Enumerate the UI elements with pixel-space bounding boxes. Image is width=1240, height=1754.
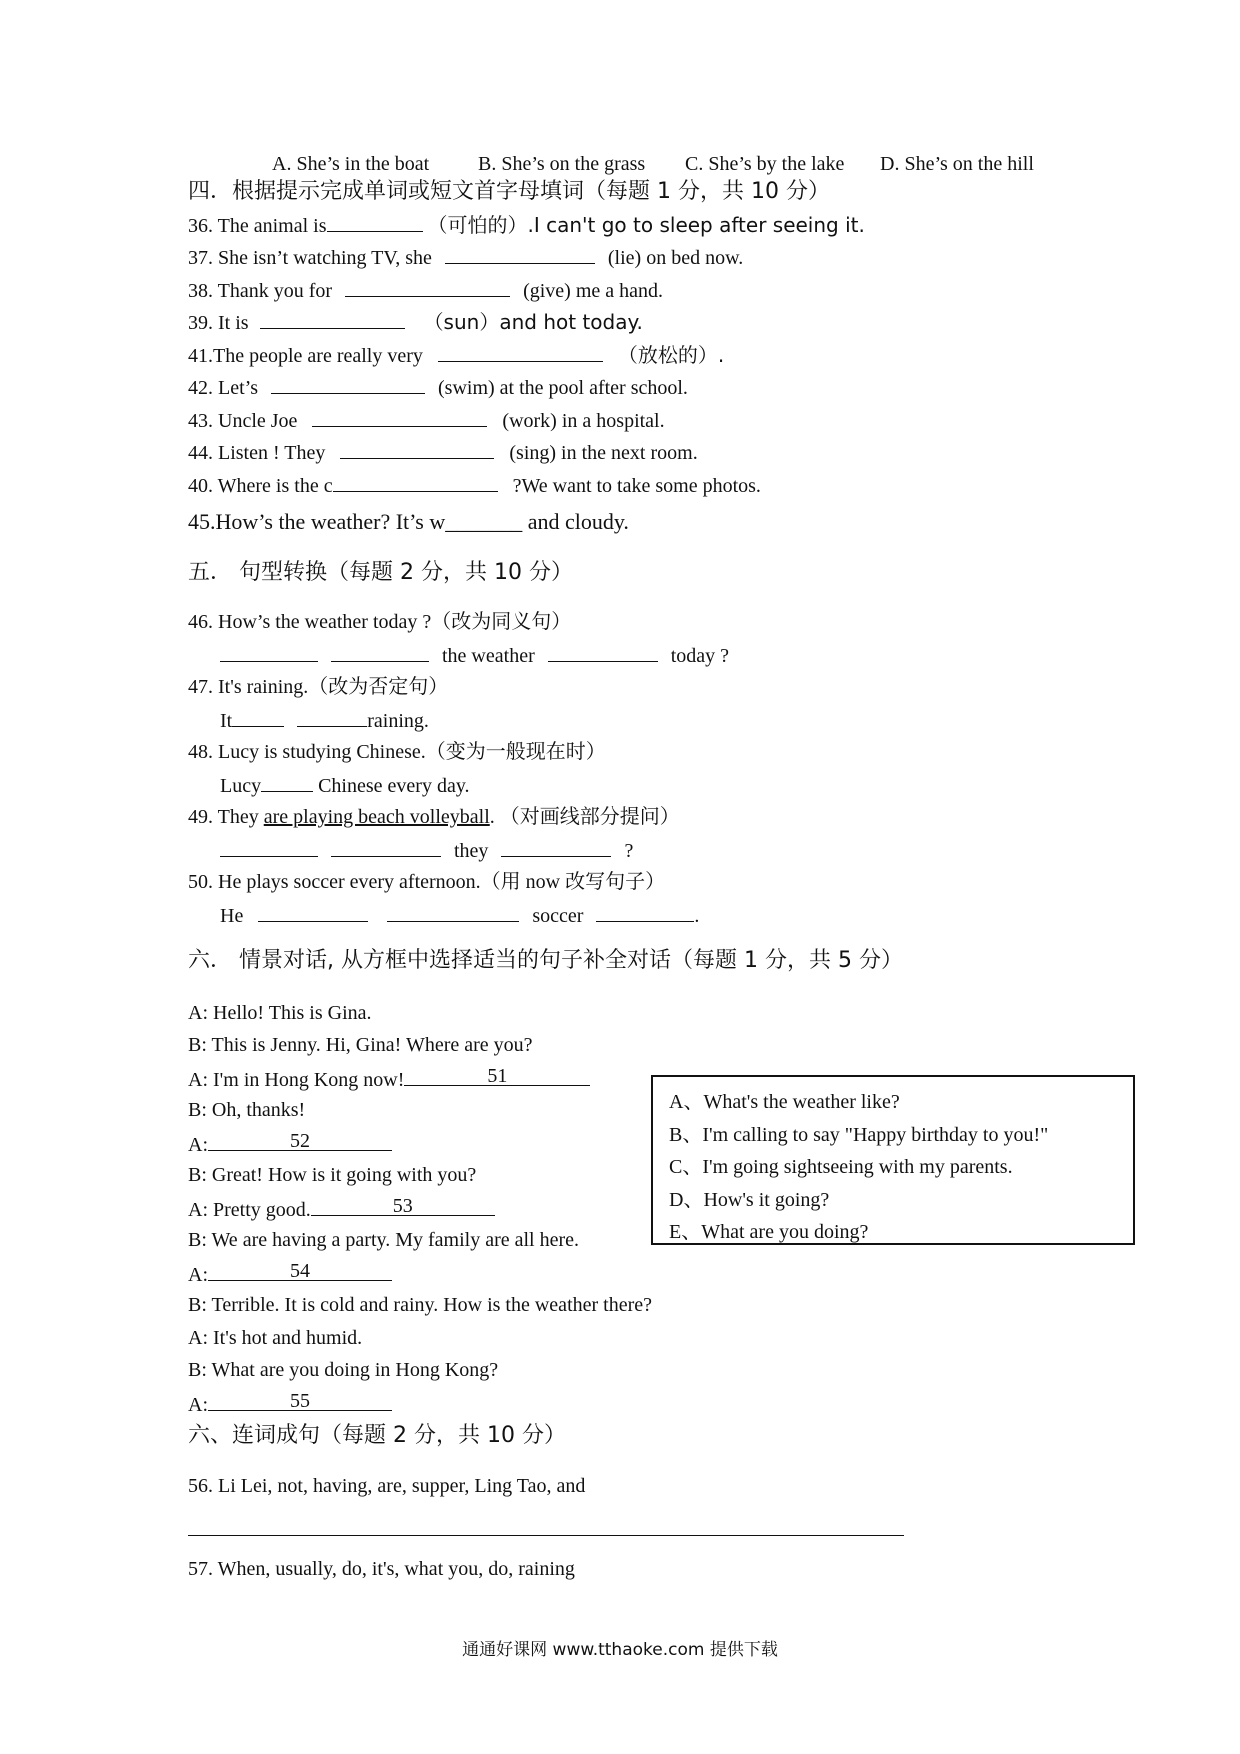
dialog-line-8: B: We are having a party. My family are all here. (188, 1229, 580, 1251)
blank-52 (208, 1130, 392, 1151)
q46-blank-1 (220, 641, 318, 662)
dialog-line-12: B: What are you doing in Hong Kong? (188, 1359, 499, 1381)
q36-blank (327, 211, 423, 232)
blank-51-number: 51 (487, 1065, 508, 1087)
q44-hint: (sing) in the next room. (509, 442, 698, 464)
blank-55 (208, 1390, 392, 1411)
dialog-line-4: B: Oh, thanks! (188, 1099, 306, 1121)
q50-blank-1 (258, 901, 368, 922)
q41-blank (438, 341, 603, 362)
q48-pre: Lucy (220, 775, 262, 797)
q38-text: 38. Thank you for (188, 280, 333, 302)
q56-answer-line (188, 1535, 904, 1536)
q46-prompt: 46. How’s the weather today ?（改为同义句） (188, 611, 572, 633)
q46-end: today ? (670, 645, 730, 667)
q49-end: ? (624, 840, 634, 862)
dialog-line-7 (188, 1195, 495, 1223)
q50-pre: He (220, 905, 244, 927)
q50-prompt: 50. He plays soccer every afternoon.（用 now 改写句子） (188, 871, 666, 893)
section4-heading: 四．根据提示完成单词或短文首字母填词（每题 1 分，共 10 分） (188, 179, 830, 204)
q47-prompt: 47. It's raining.（改为否定句） (188, 676, 449, 698)
option-a: A. She’s in the boat (272, 153, 430, 175)
q43-hint: (work) in a hospital. (502, 410, 665, 432)
q38-hint: (give) me a hand. (523, 280, 664, 302)
q40 (188, 471, 761, 499)
dialog-line-6: B: Great! How is it going with you? (188, 1164, 477, 1186)
dialog-line-9-text: A: (188, 1264, 208, 1286)
q49-prompt (188, 804, 680, 830)
options-box (651, 1075, 1135, 1245)
blank-53-number: 53 (392, 1195, 413, 1217)
q50-answer (220, 901, 699, 929)
q42-blank (271, 373, 425, 394)
q40-blank (333, 471, 498, 492)
q49-blank-1 (220, 836, 318, 857)
section6-heading: 六． 情景对话, 从方框中选择适当的句子补全对话（每题 1 分，共 5 分） (188, 948, 903, 973)
q45-blank: _______ (445, 509, 523, 534)
dialog-line-11: A: It's hot and humid. (188, 1327, 363, 1349)
section5-heading: 五． 句型转换（每题 2 分，共 10 分） (188, 560, 573, 585)
q45-text: 45.How’s the weather? It’s w (188, 509, 446, 534)
q49-answer (220, 836, 633, 864)
q46-blank-3 (548, 641, 658, 662)
q47-pre: It (220, 710, 233, 732)
q40-hint: ?We want to take some photos. (512, 475, 761, 497)
section7-heading: 六、连词成句（每题 2 分，共 10 分） (188, 1423, 566, 1448)
q43-text: 43. Uncle Joe (188, 410, 298, 432)
q48-end: Chinese every day. (318, 775, 470, 797)
dialog-line-7-text: A: Pretty good. (188, 1199, 311, 1221)
dialog-line-5-text: A: (188, 1134, 208, 1156)
q50-mid: soccer (532, 905, 584, 927)
q44-text: 44. Listen ! They (188, 442, 326, 464)
footer: 通通好课网 www.tthaoke.com 提供下载 (462, 1640, 778, 1660)
q48-prompt: 48. Lucy is studying Chinese.（变为一般现在时） (188, 741, 606, 763)
q36-hint: （可怕的）.I can't go to sleep after seeing it. (427, 213, 865, 237)
q50-end: . (694, 905, 700, 927)
q39 (188, 308, 643, 336)
dialog-line-9 (188, 1260, 392, 1288)
q47-end: raining. (367, 710, 429, 732)
q42-text: 42. Let’s (188, 377, 258, 399)
q37-blank (445, 243, 595, 264)
dialog-line-3-text: A: I'm in Hong Kong now! (188, 1069, 405, 1091)
dialog-line-13-text: A: (188, 1394, 208, 1416)
q48-answer (220, 771, 470, 799)
q41-hint: （放松的）. (617, 343, 725, 367)
dialog-line-3 (188, 1065, 590, 1093)
q39-blank (260, 308, 405, 329)
q44 (188, 438, 698, 466)
q40-text: 40. Where is the c (188, 475, 333, 497)
q49-post: . （对画线部分提问） (489, 806, 680, 828)
q45-tail: and cloudy. (527, 509, 629, 534)
q49-blank-3 (501, 836, 611, 857)
q39-text: 39. It is (188, 312, 249, 334)
box-option-b: B、I'm calling to say "Happy birthday to you!" (669, 1124, 1049, 1146)
box-option-c: C、I'm going sightseeing with my parents. (669, 1156, 1013, 1178)
q47-blank-2 (297, 706, 367, 727)
blank-52-number: 52 (290, 1130, 310, 1152)
q41-text: 41.The people are really very (188, 345, 423, 367)
q42 (188, 373, 688, 401)
q36 (188, 211, 865, 239)
dialog-line-5 (188, 1130, 392, 1158)
q45 (188, 508, 629, 536)
blank-53 (311, 1195, 495, 1216)
q38 (188, 276, 663, 304)
dialog-line-1: A: Hello! This is Gina. (188, 1002, 372, 1024)
q37-text: 37. She isn’t watching TV, she (188, 247, 432, 269)
dialog-line-2: B: This is Jenny. Hi, Gina! Where are you? (188, 1034, 533, 1056)
q50-blank-2 (387, 901, 519, 922)
option-d: D. She’s on the hill (880, 153, 1034, 175)
blank-54-number: 54 (290, 1260, 310, 1282)
q36-text: 36. The animal is (188, 215, 327, 237)
box-option-a: A、What's the weather like? (669, 1091, 900, 1113)
box-option-d: D、How's it going? (669, 1189, 830, 1211)
blank-54 (208, 1260, 392, 1281)
dialog-line-10: B: Terrible. It is cold and rainy. How is the weather there? (188, 1294, 653, 1316)
q47-answer (220, 706, 429, 734)
q37-hint: (lie) on bed now. (607, 247, 744, 269)
q56: 56. Li Lei, not, having, are, supper, Ling Tao, and (188, 1475, 586, 1497)
blank-51 (404, 1065, 590, 1086)
q57: 57. When, usually, do, it's, what you, do, raining (188, 1558, 575, 1580)
q49-blank-2 (331, 836, 441, 857)
option-b: B. She’s on the grass (478, 153, 646, 175)
q49-pre: 49. They (188, 806, 264, 828)
box-option-e: E、What are you doing? (669, 1221, 869, 1243)
q38-blank (345, 276, 510, 297)
q43 (188, 406, 665, 434)
blank-55-number: 55 (290, 1390, 310, 1412)
q46-mid: the weather (442, 645, 535, 667)
q39-hint: （sun）and hot today. (423, 310, 643, 334)
q48-blank (261, 771, 313, 792)
q37 (188, 243, 743, 271)
q46-answer (220, 641, 729, 669)
q46-blank-2 (331, 641, 429, 662)
q43-blank (312, 406, 487, 427)
q47-blank-1 (232, 706, 284, 727)
q41 (188, 341, 724, 369)
q50-blank-3 (596, 901, 694, 922)
q49-underlined: are playing beach volleyball (263, 806, 490, 828)
q42-hint: (swim) at the pool after school. (438, 377, 688, 399)
option-c: C. She’s by the lake (685, 153, 845, 175)
q49-mid: they (454, 840, 489, 862)
dialog-line-13 (188, 1390, 392, 1418)
q44-blank (340, 438, 494, 459)
